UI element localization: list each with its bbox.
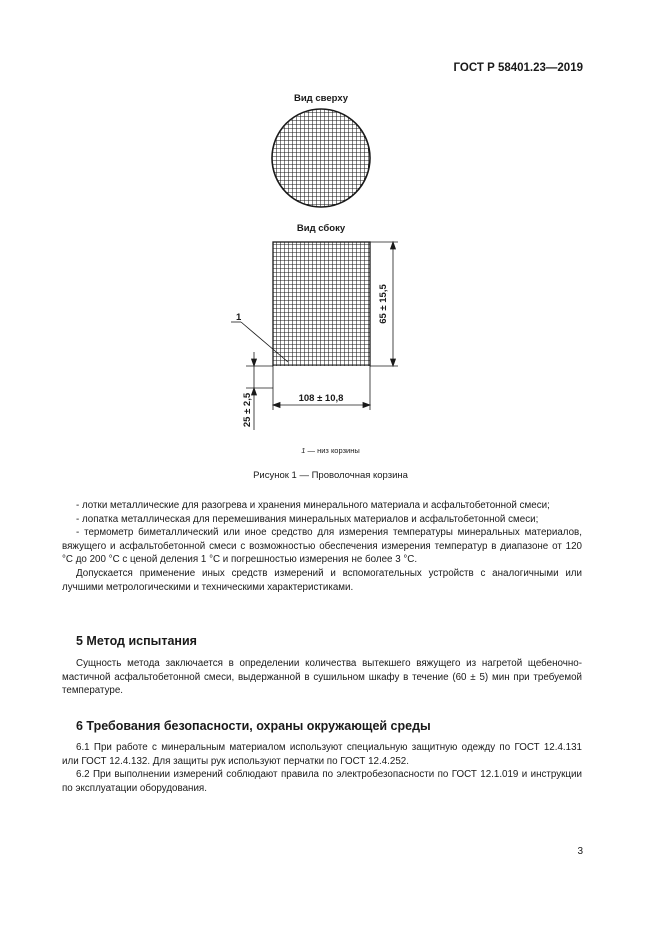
section-6-item: 6.1 При работе с минеральным материалом используют специальную защитную одежду по ГОСТ 12.4.131 или ГОСТ 12.4.132. Для защиты рук используют перчатки по ГОСТ 12.4.252.: [62, 742, 582, 767]
list-item: Допускается применение иных средств измерений и вспомогательных устройств с аналогичными или лучшими метрологическими и техническими характеристиками.: [62, 567, 582, 593]
section-6-body: [62, 741, 582, 795]
document-id: ГОСТ Р 58401.23—2019: [453, 62, 583, 74]
section-5-title: 5 Метод испытания: [76, 634, 197, 648]
equipment-list: [62, 499, 582, 594]
list-item: - лопатка металлическая для перемешивания минеральных материалов и асфальтобетонной смеси;: [76, 513, 539, 525]
callout-number: 1: [236, 312, 242, 323]
list-item: - термометр биметаллический или иное средство для измерения температуры минеральных материалов, вяжущего и асфальтобетонной смеси с возможностью обеспечения измерения температур в диапазоне от 120 °С до 200 °С с ценой деления 1 °С и погрешностью измерения не более 3 °С.: [62, 527, 582, 566]
basket-figure: [0, 0, 661, 440]
bottom-dimension-label: 25 ± 2,5: [242, 392, 253, 428]
height-dimension-label: 65 ± 15,5: [378, 284, 389, 324]
top-view-mesh: [270, 108, 372, 208]
figure-caption: Рисунок 1 — Проволочная корзина: [253, 470, 408, 481]
width-dimension-label: 108 ± 10,8: [298, 393, 344, 404]
section-5-body: [62, 657, 582, 698]
figure-legend: [0, 446, 661, 455]
section-6-title: 6 Требования безопасности, охраны окружающей среды: [76, 719, 431, 733]
section-6-item: 6.2 При выполнении измерений соблюдают правила по электробезопасности по ГОСТ 12.1.019 и инструкции по эксплуатации оборудования.: [62, 769, 582, 794]
top-view-label: Вид сверху: [293, 93, 349, 104]
legend-text: — низ корзины: [305, 446, 360, 455]
section-5-paragraph: Сущность метода заключается в определении количества вытекшего вяжущего из нагретой щебеночно-мастичной асфальтобетонной смеси, выдержанной в сушильном шкафу в течение (60 ± 5) мин при требуемой температуре.: [62, 658, 582, 697]
side-view-label: Вид сбоку: [296, 223, 346, 234]
side-view-mesh: [273, 242, 370, 388]
legend-number: 1: [301, 446, 306, 455]
list-item: - лотки металлические для разогрева и хранения минерального материала и асфальтобетонной смеси;: [76, 500, 550, 511]
page-number: 3: [577, 846, 583, 857]
